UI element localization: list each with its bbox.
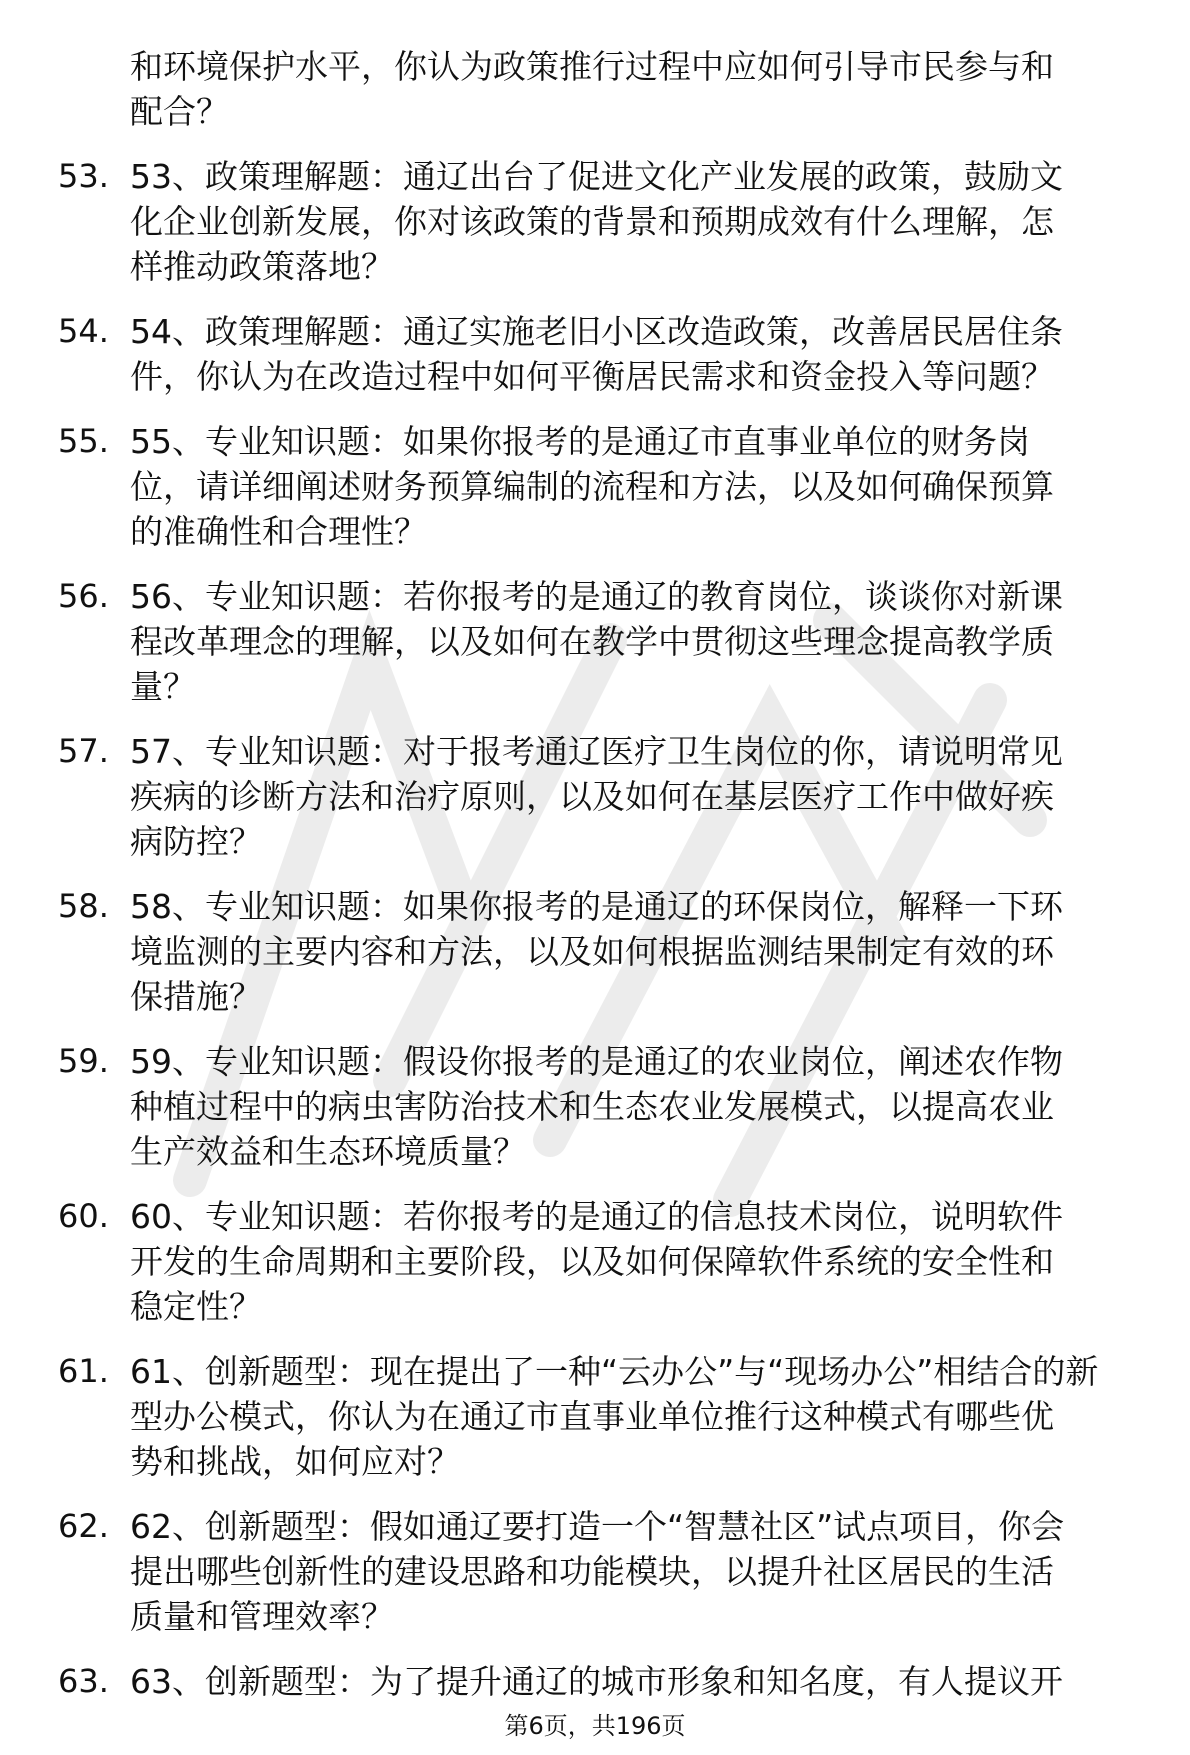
item-number: 60. — [58, 1197, 109, 1235]
list-item — [0, 1349, 1190, 1484]
list-item — [0, 154, 1190, 289]
list-item — [0, 419, 1190, 554]
item-text: 61、创新题型：现在提出了一种“云办公”与“现场办公”相结合的新 型办公模式，你认为在通辽市直事业单位推行这种模式有哪些优 势和挑战，如何应对？ — [130, 1352, 1099, 1481]
item-number: 57. — [58, 732, 109, 770]
item-number: 61. — [58, 1352, 109, 1390]
item-text: 58、专业知识题：如果你报考的是通辽的环保岗位，解释一下环 境监测的主要内容和方法，以及如何根据监测结果制定有效的环 保措施？ — [130, 887, 1063, 1016]
item-text: 60、专业知识题：若你报考的是通辽的信息技术岗位，说明软件 开发的生命周期和主要阶段，以及如何保障软件系统的安全性和 稳定性？ — [130, 1197, 1063, 1326]
item-text: 53、政策理解题：通辽出台了促进文化产业发展的政策，鼓励文 化企业创新发展，你对该政策的背景和预期成效有什么理解，怎 样推动政策落地？ — [130, 157, 1063, 286]
item-number: 53. — [58, 157, 109, 195]
item-number: 54. — [58, 312, 109, 350]
item-number: 59. — [58, 1042, 109, 1080]
continuation-paragraph — [0, 44, 1190, 134]
list-item — [0, 574, 1190, 709]
item-text: 63、创新题型：为了提升通辽的城市形象和知名度，有人提议开 — [130, 1662, 1063, 1701]
item-number: 55. — [58, 422, 109, 460]
list-item — [0, 884, 1190, 1019]
list-item — [0, 1659, 1190, 1704]
page-number-footer: 第6页，共196页 — [504, 1712, 686, 1740]
item-number: 56. — [58, 577, 109, 615]
item-number: 63. — [58, 1662, 109, 1700]
item-number: 58. — [58, 887, 109, 925]
list-item — [0, 1194, 1190, 1329]
item-text: 57、专业知识题：对于报考通辽医疗卫生岗位的你，请说明常见 疾病的诊断方法和治疗原则，以及如何在基层医疗工作中做好疾 病防控？ — [130, 732, 1063, 861]
question-list — [0, 44, 1190, 1724]
item-text: 55、专业知识题：如果你报考的是通辽市直事业单位的财务岗 位，请详细阐述财务预算编制的流程和方法，以及如何确保预算 的准确性和合理性？ — [130, 422, 1054, 551]
list-item — [0, 729, 1190, 864]
item-text: 56、专业知识题：若你报考的是通辽的教育岗位，谈谈你对新课 程改革理念的理解，以及如何在教学中贯彻这些理念提高教学质 量？ — [130, 577, 1063, 706]
list-item — [0, 1039, 1190, 1174]
item-text: 62、创新题型：假如通辽要打造一个“智慧社区”试点项目，你会 提出哪些创新性的建设思路和功能模块，以提升社区居民的生活 质量和管理效率？ — [130, 1507, 1065, 1636]
list-item — [0, 1504, 1190, 1639]
item-number: 62. — [58, 1507, 109, 1545]
continuation-text: 和环境保护水平，你认为政策推行过程中应如何引导市民参与和 配合？ — [130, 47, 1054, 131]
list-item — [0, 309, 1190, 399]
item-text: 54、政策理解题：通辽实施老旧小区改造政策，改善居民居住条 件，你认为在改造过程中如何平衡居民需求和资金投入等问题？ — [130, 312, 1063, 396]
item-text: 59、专业知识题：假设你报考的是通辽的农业岗位，阐述农作物 种植过程中的病虫害防治技术和生态农业发展模式，以提高农业 生产效益和生态环境质量？ — [130, 1042, 1063, 1171]
